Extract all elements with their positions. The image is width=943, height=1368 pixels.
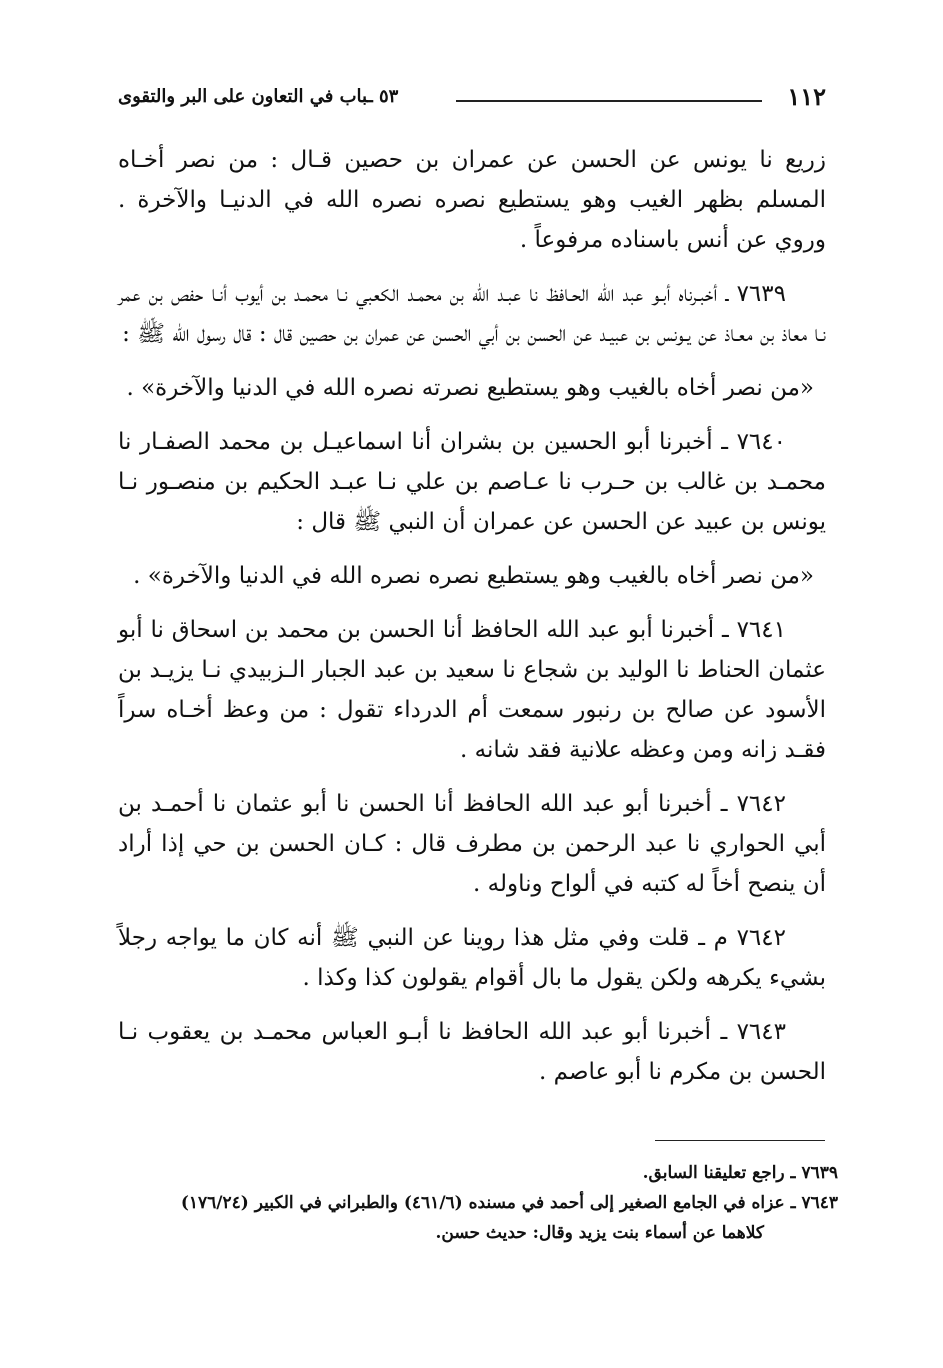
footnote-7643: ٧٦٤٣ ـ عزاه في الجامع الصغير إلى أحمد في مسنده (٤٦١/٦) والطبراني في الكبير (١٧٦/٢٤) (180, 1193, 838, 1213)
hadith-7639: ٧٦٣٩ ـ أخبـرناه أبـو عبد الله الحـافظ نا عبـد الله بن محمـد الكعبي نـا محمـد بن أيوب أنـا حفص بن عمر نـا معاذ بن معـاذ عن يـونس بن عبيـد عن الحسن بن أبي الحسن عن عمران بن حصين قال : قال رسول الله ﷺ : (118, 281, 826, 347)
hadith-7639-quote: «من نصر أخاه بالغيب وهو يستطيع نصرته نصره الله في الدنيا والآخرة» . (126, 375, 814, 401)
chapter-title: ٥٣ ـباب في التعاون على البر والتقوى (118, 86, 399, 107)
hadith-7643: ٧٦٤٣ ـ أخبرنا أبو عبد الله الحافظ نا أبـو العباس محمـد بن يعقوب نـا الحسن بن مكرم نا أبو عاصم . (118, 1019, 826, 1085)
header-rule (456, 100, 762, 102)
footnote-7639: ٧٦٣٩ ـ راجع تعليقنا السابق. (642, 1163, 838, 1183)
hadith-7642m: ٧٦٤٢ م ـ قلت وفي مثل هذا روينا عن النبي ﷺ أنه كان ما يواجه رجلاً بشيء يكرهه ولكن يقول ما بال أقوام يقولون كذا وكذا . (118, 925, 826, 991)
footnote-7643-continuation: كلاهما عن أسماء بنت يزيد وقال: حديث حسن. (435, 1223, 764, 1243)
hadith-7642: ٧٦٤٢ ـ أخبرنا أبو عبد الله الحافظ أنا الحسن نا أبو عثمان نا أحمـد بن أبي الحواري نا عبد الرحمن بن مطرف قال : كـان الحسن بن حي إذا أراد أن ينصح أخاً له كتبه في ألواح وناوله . (118, 791, 826, 897)
paragraph-continuation: زريع نا يونس عن الحسن عن عمران بن حصين قـال : من نصر أخـاه المسلم بظهر الغيب وهو يستطيع نصره نصره الله في الدنيـا والآخرة . وروي عن أنس باسناده مرفوعاً . (118, 147, 826, 253)
hadith-7641: ٧٦٤١ ـ أخبرنا أبو عبد الله الحافظ أنا الحسن بن محمد بن اسحاق نا أبو عثمان الحناط نا الوليد بن شجاع نا سعيد بن عبد الجبار الـزبيدي نـا يزيـد بن الأسود عن صالح بن رنبور سمعت أم الدرداء تقول : من وعظ أخـاه سراً فقـد زانه ومن وعظه علانية فقد شانه . (118, 617, 826, 763)
footnotes (118, 1158, 838, 1248)
page-header (118, 82, 826, 122)
footnote-rule (655, 1140, 825, 1141)
main-text (118, 140, 826, 1106)
hadith-7640: ٧٦٤٠ ـ أخبرنا أبو الحسين بن بشران أنا اسماعيـل بن محمد الصفـار نا محمـد بن غالب بن حـرب نا عـاصم بن علي نـا عبـد الحكيم بن منصـور نـا يونس بن عبيد عن الحسن عن عمران أن النبي ﷺ قال : (118, 429, 826, 535)
hadith-7640-quote: «من نصر أخاه بالغيب وهو يستطيع نصره نصره الله في الدنيا والآخرة» . (133, 563, 814, 589)
page-number: ١١٢ (787, 82, 826, 111)
